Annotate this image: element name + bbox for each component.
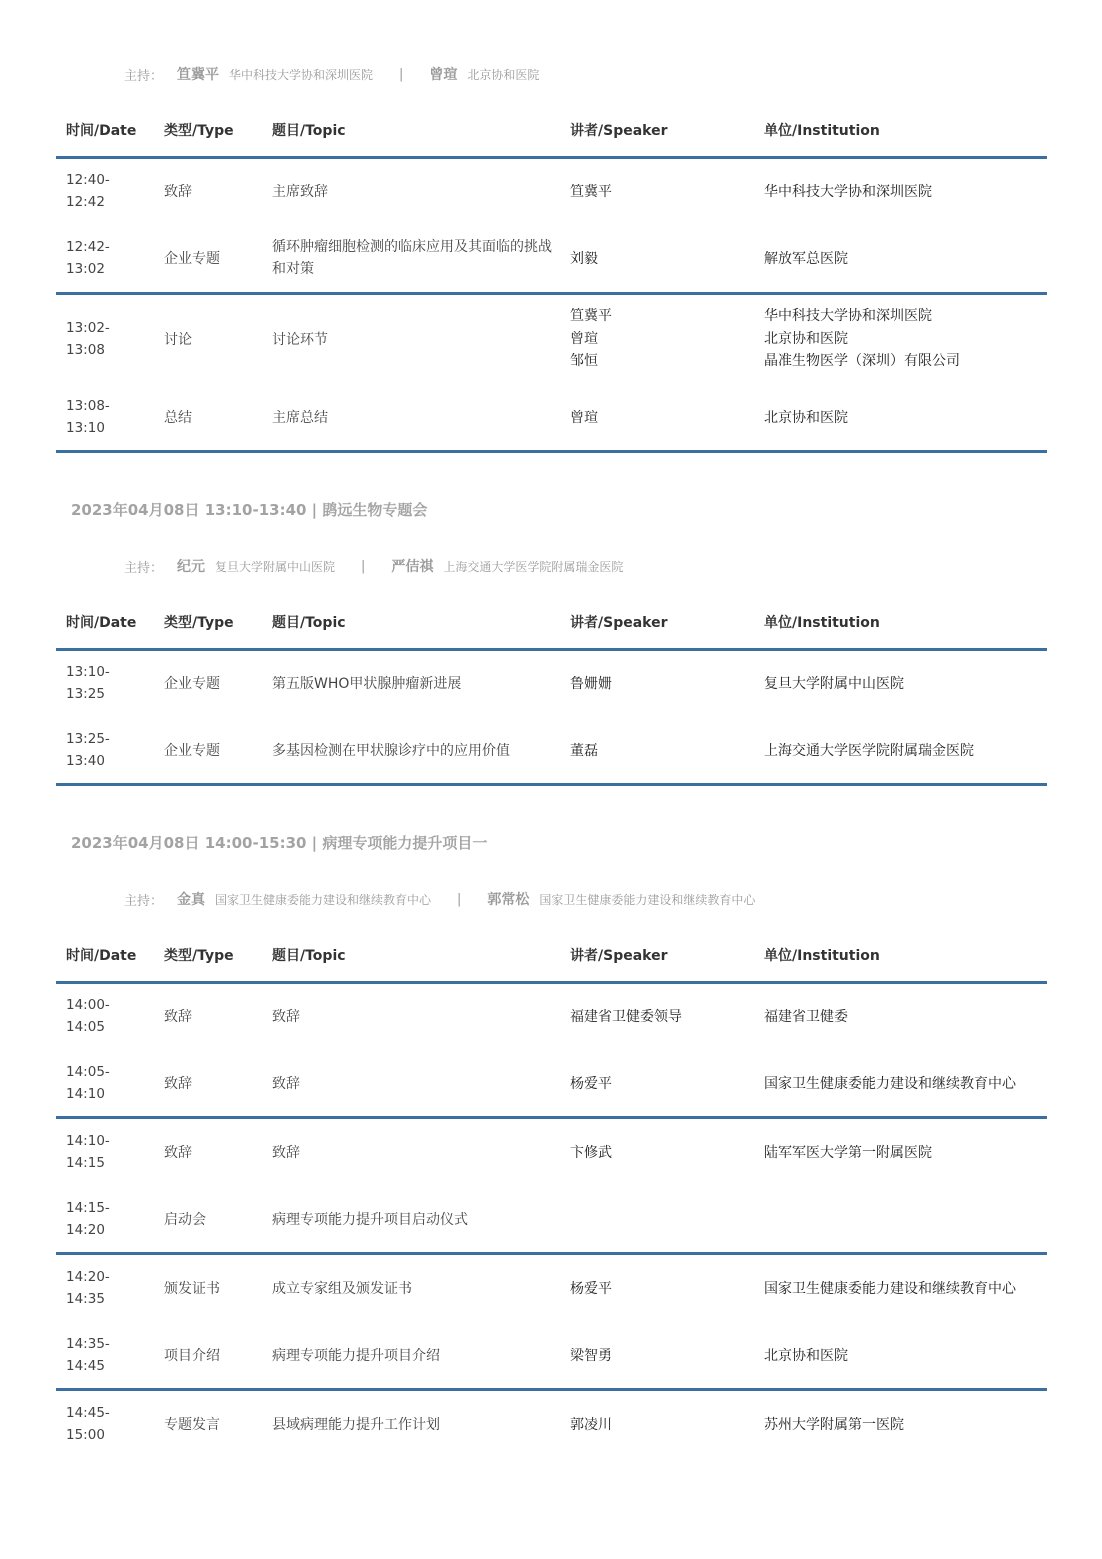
row-time: 13:25- 13:40 bbox=[66, 731, 110, 769]
row-institution: 解放军总医院 bbox=[764, 251, 848, 267]
host-label: 主持： bbox=[124, 893, 164, 909]
row-institutions: 华中科技大学协和深圳医院 北京协和医院 晶准生物医学（深圳）有限公司 bbox=[764, 308, 960, 370]
row-institution: 上海交通大学医学院附属瑞金医院 bbox=[764, 743, 974, 759]
row-time: 14:35- 14:45 bbox=[66, 1336, 110, 1374]
row-topic: 病理专项能力提升项目介绍 bbox=[272, 1348, 440, 1364]
host-institution: 国家卫生健康委能力建设和继续教育中心 bbox=[539, 892, 756, 907]
host-name: 金真 bbox=[177, 892, 206, 908]
session-heading: 2023年04月08日 14:00-15:30 | 病理专项能力提升项目一 bbox=[71, 834, 488, 852]
session-heading: 2023年04月08日 13:10-13:40 | 鹍远生物专题会 bbox=[71, 501, 428, 519]
row-topic: 主席总结 bbox=[272, 410, 328, 426]
table-row bbox=[56, 1401, 1047, 1447]
table-rule bbox=[56, 981, 1047, 984]
header-institution: 单位/Institution bbox=[764, 123, 880, 139]
table-rule bbox=[56, 648, 1047, 651]
row-type: 致辞 bbox=[164, 1145, 192, 1161]
row-topic: 讨论环节 bbox=[272, 332, 328, 348]
row-time: 12:42- 13:02 bbox=[66, 239, 110, 277]
row-institution: 北京协和医院 bbox=[764, 1348, 848, 1364]
table-rule bbox=[56, 783, 1047, 786]
row-topic: 致辞 bbox=[272, 1009, 300, 1025]
row-type: 致辞 bbox=[164, 184, 192, 200]
row-type: 总结 bbox=[164, 410, 192, 426]
row-type: 讨论 bbox=[164, 332, 192, 348]
row-speaker: 杨爱平 bbox=[570, 1281, 612, 1297]
header-topic: 题目/Topic bbox=[272, 948, 346, 964]
table-header bbox=[56, 945, 1047, 969]
row-speaker: 梁智勇 bbox=[570, 1348, 612, 1364]
row-type: 致辞 bbox=[164, 1076, 192, 1092]
host-separator: | bbox=[399, 66, 404, 82]
session-2-hosts bbox=[124, 556, 623, 576]
table-rule bbox=[56, 1252, 1047, 1255]
table-rule bbox=[56, 1388, 1047, 1391]
row-topic: 致辞 bbox=[272, 1076, 300, 1092]
table-row bbox=[56, 235, 1047, 281]
row-type: 项目介绍 bbox=[164, 1348, 220, 1364]
session-1-hosts bbox=[124, 64, 539, 84]
row-time: 14:20- 14:35 bbox=[66, 1269, 110, 1307]
row-topic: 病理专项能力提升项目启动仪式 bbox=[272, 1212, 468, 1228]
header-type: 类型/Type bbox=[164, 948, 234, 964]
row-type: 启动会 bbox=[164, 1212, 206, 1228]
host-separator: | bbox=[361, 558, 366, 574]
row-institution: 福建省卫健委 bbox=[764, 1009, 848, 1025]
row-type: 颁发证书 bbox=[164, 1281, 220, 1297]
row-type: 专题发言 bbox=[164, 1417, 220, 1433]
header-speaker: 讲者/Speaker bbox=[570, 615, 668, 631]
table-row bbox=[56, 727, 1047, 773]
row-time: 12:40- 12:42 bbox=[66, 172, 110, 210]
row-institution: 北京协和医院 bbox=[764, 410, 848, 426]
table-rule bbox=[56, 1116, 1047, 1119]
row-speaker: 福建省卫健委领导 bbox=[570, 1009, 682, 1025]
header-topic: 题目/Topic bbox=[272, 123, 346, 139]
row-type: 致辞 bbox=[164, 1009, 192, 1025]
header-topic: 题目/Topic bbox=[272, 615, 346, 631]
row-type: 企业专题 bbox=[164, 743, 220, 759]
row-speakers: 笪冀平 曾瑄 邹恒 bbox=[570, 308, 612, 370]
table-row bbox=[56, 305, 1047, 373]
row-time: 14:10- 14:15 bbox=[66, 1133, 110, 1171]
table-rule bbox=[56, 450, 1047, 453]
host-label: 主持： bbox=[124, 68, 164, 84]
row-topic: 主席致辞 bbox=[272, 184, 328, 200]
row-institution: 苏州大学附属第一医院 bbox=[764, 1417, 904, 1433]
row-speaker: 刘毅 bbox=[570, 251, 598, 267]
row-type: 企业专题 bbox=[164, 251, 220, 267]
row-time: 14:00- 14:05 bbox=[66, 997, 110, 1035]
table-rule bbox=[56, 292, 1047, 295]
row-topic: 循环肿瘤细胞检测的临床应用及其面临的挑战和对策 bbox=[272, 239, 552, 277]
host-name: 纪元 bbox=[177, 559, 206, 575]
header-date: 时间/Date bbox=[66, 615, 137, 631]
row-time: 14:05- 14:10 bbox=[66, 1064, 110, 1102]
row-time: 14:45- 15:00 bbox=[66, 1405, 110, 1443]
host-institution: 华中科技大学协和深圳医院 bbox=[229, 67, 374, 82]
row-time: 13:08- 13:10 bbox=[66, 398, 110, 436]
row-institution: 陆军军医大学第一附属医院 bbox=[764, 1145, 932, 1161]
table-row bbox=[56, 394, 1047, 440]
host-institution: 复旦大学附属中山医院 bbox=[215, 559, 336, 574]
host-name: 曾瑄 bbox=[429, 67, 458, 83]
row-institution: 国家卫生健康委能力建设和继续教育中心 bbox=[764, 1076, 1016, 1092]
host-institution: 上海交通大学医学院附属瑞金医院 bbox=[443, 559, 624, 574]
header-date: 时间/Date bbox=[66, 123, 137, 139]
host-separator: | bbox=[457, 891, 462, 907]
row-time: 13:10- 13:25 bbox=[66, 664, 110, 702]
row-speaker: 董磊 bbox=[570, 743, 598, 759]
header-institution: 单位/Institution bbox=[764, 948, 880, 964]
header-type: 类型/Type bbox=[164, 615, 234, 631]
host-name: 严佶祺 bbox=[391, 559, 434, 575]
table-header bbox=[56, 120, 1047, 144]
table-row bbox=[56, 1332, 1047, 1378]
table-row bbox=[56, 1265, 1047, 1311]
host-institution: 国家卫生健康委能力建设和继续教育中心 bbox=[215, 892, 432, 907]
host-name: 郭常松 bbox=[487, 892, 530, 908]
header-speaker: 讲者/Speaker bbox=[570, 948, 668, 964]
header-speaker: 讲者/Speaker bbox=[570, 123, 668, 139]
table-row bbox=[56, 660, 1047, 706]
row-type: 企业专题 bbox=[164, 676, 220, 692]
header-date: 时间/Date bbox=[66, 948, 137, 964]
row-speaker: 卞修武 bbox=[570, 1145, 612, 1161]
row-topic: 成立专家组及颁发证书 bbox=[272, 1281, 412, 1297]
row-topic: 县域病理能力提升工作计划 bbox=[272, 1417, 440, 1433]
row-topic: 致辞 bbox=[272, 1145, 300, 1161]
session-3-hosts bbox=[124, 889, 755, 909]
table-rule bbox=[56, 156, 1047, 159]
host-institution: 北京协和医院 bbox=[467, 67, 540, 82]
table-row bbox=[56, 1129, 1047, 1175]
row-speaker: 笪冀平 bbox=[570, 184, 612, 200]
table-row bbox=[56, 1196, 1047, 1242]
row-speaker: 郭凌川 bbox=[570, 1417, 612, 1433]
header-type: 类型/Type bbox=[164, 123, 234, 139]
row-time: 13:02- 13:08 bbox=[66, 320, 110, 358]
row-time: 14:15- 14:20 bbox=[66, 1200, 110, 1238]
row-institution: 华中科技大学协和深圳医院 bbox=[764, 184, 932, 200]
header-institution: 单位/Institution bbox=[764, 615, 880, 631]
table-row bbox=[56, 993, 1047, 1039]
row-speaker: 鲁姗姗 bbox=[570, 676, 612, 692]
row-speaker: 曾瑄 bbox=[570, 410, 598, 426]
row-institution: 复旦大学附属中山医院 bbox=[764, 676, 904, 692]
row-topic: 第五版WHO甲状腺肿瘤新进展 bbox=[272, 676, 462, 692]
table-header bbox=[56, 612, 1047, 636]
host-label: 主持： bbox=[124, 560, 164, 576]
row-speaker: 杨爱平 bbox=[570, 1076, 612, 1092]
row-topic: 多基因检测在甲状腺诊疗中的应用价值 bbox=[272, 743, 510, 759]
table-row bbox=[56, 168, 1047, 214]
host-name: 笪冀平 bbox=[177, 67, 220, 83]
row-institution: 国家卫生健康委能力建设和继续教育中心 bbox=[764, 1281, 1016, 1297]
table-row bbox=[56, 1060, 1047, 1106]
